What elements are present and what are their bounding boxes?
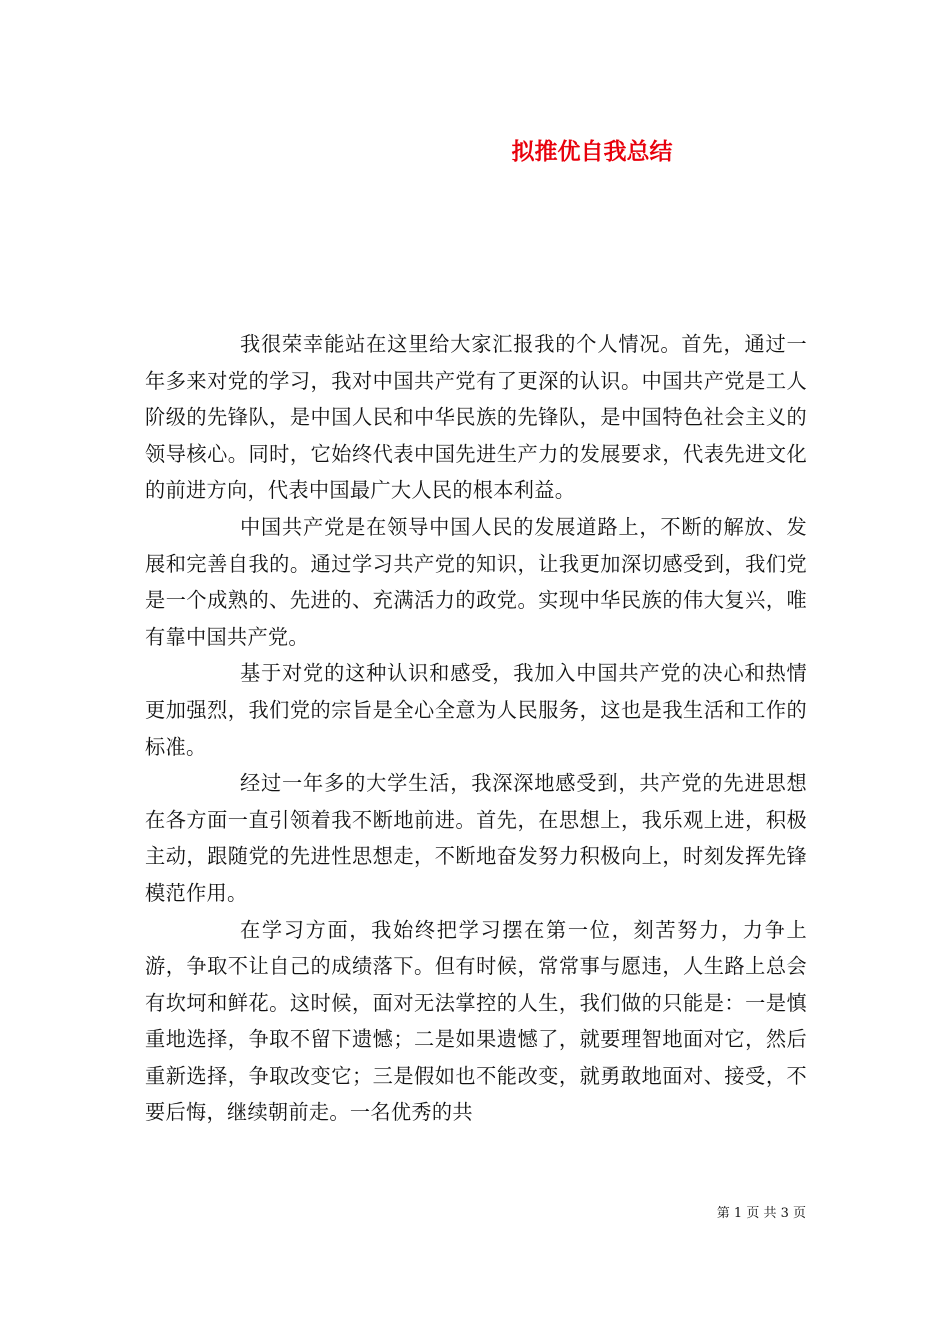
document-title: 拟推优自我总结 <box>511 139 673 165</box>
paragraph: 经过一年多的大学生活，我深深地感受到，共产党的先进思想在各方面一直引领着我不断地前进。首先，在思想上，我乐观上进，积极主动，跟随党的先进性思想走，不断地奋发努力积极向上，时刻发挥先锋模范作用。 <box>145 771 807 905</box>
document-body <box>145 326 807 1131</box>
paragraph: 在学习方面，我始终把学习摆在第一位，刻苦努力，力争上游，争取不让自己的成绩落下。但有时候，常常事与愿违，人生路上总会有坎坷和鲜花。这时候，面对无法掌控的人生，我们做的只能是：一是慎重地选择，争取不留下遗憾；二是如果遗憾了，就要理智地面对它，然后重新选择，争取改变它；三是假如也不能改变，就勇敢地面对、接受，不要后悔，继续朝前走。一名优秀的共 <box>145 917 807 1125</box>
page-number-footer: 第 1 页 共 3 页 <box>716 1206 806 1221</box>
paragraph: 我很荣幸能站在这里给大家汇报我的个人情况。首先，通过一年多来对党的学习，我对中国共产党有了更深的认识。中国共产党是工人阶级的先锋队，是中国人民和中华民族的先锋队，是中国特色社会主义的领导核心。同时，它始终代表中国先进生产力的发展要求，代表先进文化的前进方向，代表中国最广大人民的根本利益。 <box>145 332 807 503</box>
paragraph: 中国共产党是在领导中国人民的发展道路上，不断的解放、发展和完善自我的。通过学习共产党的知识，让我更加深切感受到，我们党是一个成熟的、先进的、充满活力的政党。实现中华民族的伟大复兴，唯有靠中国共产党。 <box>145 514 807 649</box>
paragraph: 基于对党的这种认识和感受，我加入中国共产党的决心和热情更加强烈，我们党的宗旨是全心全意为人民服务，这也是我生活和工作的标准。 <box>145 661 807 759</box>
